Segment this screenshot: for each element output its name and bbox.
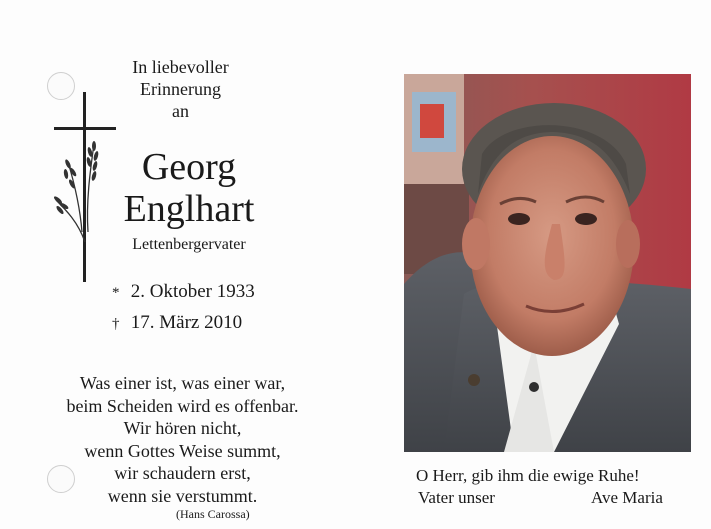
poem [40, 372, 325, 507]
prayer-vater-unser: Vater unser [418, 488, 495, 507]
intro-line: In liebevoller [132, 57, 229, 77]
poem-line: Wir hören nicht, [123, 418, 242, 438]
birth-row [112, 277, 255, 308]
portrait-photo [404, 74, 691, 452]
prayer-ave-maria: Ave Maria [591, 488, 663, 507]
intro-line: Erinnerung [140, 79, 221, 99]
star-icon: * [112, 285, 120, 301]
cross-icon: † [112, 316, 120, 332]
first-name: Georg [141, 146, 237, 188]
poem-line: wenn sie verstummt. [107, 485, 258, 506]
deceased-name [104, 146, 274, 230]
poem-line: wir schaudern erst, [114, 463, 251, 483]
intro-text [98, 56, 263, 122]
birth-date: 2. Oktober 1933 [130, 281, 255, 302]
poem-author: (Hans Carossa) [176, 507, 250, 521]
life-dates [112, 277, 255, 339]
nickname: Lettenbergervater [132, 236, 246, 253]
death-date: 17. März 2010 [130, 312, 243, 333]
poem-line: beim Scheiden wird es offenbar. [66, 395, 299, 416]
poem-line: wenn Gottes Weise summt, [84, 440, 281, 461]
intro-line: an [172, 101, 189, 121]
death-row [112, 308, 255, 339]
poem-line: Was einer ist, was einer war, [79, 373, 286, 393]
prayer-text: O Herr, gib ihm die ewige Ruhe! [416, 466, 640, 485]
last-name: Englhart [123, 188, 255, 230]
